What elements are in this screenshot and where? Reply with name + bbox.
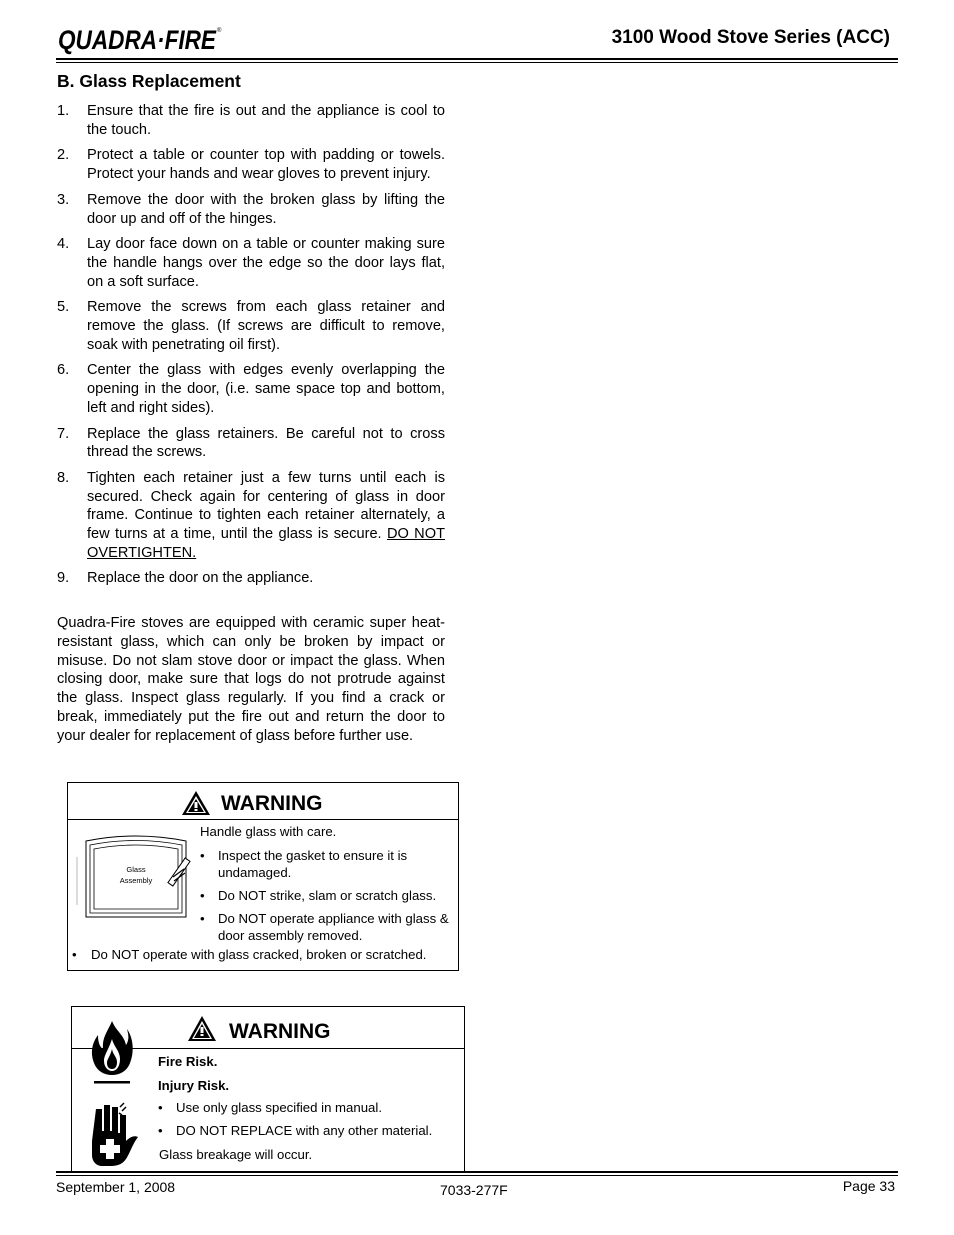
step-text: Replace the glass retainers. Be careful not to cross thread the screws.	[87, 425, 445, 461]
glass-figure-label: Assembly	[119, 876, 153, 885]
list-item	[57, 146, 445, 183]
step-text: Remove the door with the broken glass by lifting the door up and off of the hinges.	[87, 191, 445, 227]
list-item	[200, 910, 458, 944]
list-item	[57, 361, 445, 417]
step-text-wrapper	[87, 469, 445, 563]
step-number: 7.	[57, 425, 70, 442]
step-text: Center the glass with edges evenly overlapping the opening in the door, (i.e. same space top and bottom, left and right sides).	[87, 362, 445, 416]
footer-rule	[56, 1171, 898, 1173]
step-number: 2.	[57, 147, 70, 164]
bullet: •	[158, 1123, 163, 1138]
step-number: 9.	[57, 570, 70, 587]
bullet-text: Do NOT operate appliance with glass & door assembly removed.	[218, 911, 449, 943]
bullet: •	[72, 947, 77, 962]
step-number: 5.	[57, 299, 70, 316]
svg-text:®: ®	[217, 28, 222, 34]
step-number: 1.	[57, 103, 70, 119]
footer-rule-thin	[56, 1175, 898, 1176]
list-item	[57, 425, 445, 462]
glass-figure-label: Glass	[126, 865, 146, 874]
bullet-text: Do NOT operate with glass cracked, broken or scratched.	[91, 947, 427, 962]
step-text: Lay door face down on a table or counter making sure the handle hangs over the edge so the door lays flat, on a soft surface.	[87, 236, 445, 290]
glass-info-paragraph: Quadra-Fire stoves are equipped with ceramic super heat-resistant glass, which can only be broken by impact or misuse. Do not slam stove door or impact the glass. When closing door, make sure that logs do not protrude against the glass. Inspect glass regularly. If you find a crack or break, immediately put the fire out and return the door to your dealer for replacement of glass before further use.	[57, 615, 445, 744]
warning-label: WARNING	[221, 792, 323, 815]
bullet-text: Do NOT strike, slam or scratch glass.	[218, 888, 437, 903]
step-text: Remove the screws from each glass retainer and remove the glass. (If screws are difficult to remove, soak with penetrating oil first).	[87, 299, 445, 353]
warning-triangle-icon	[181, 790, 211, 816]
list-item	[200, 847, 458, 881]
step-emphasis: DO NOT OVERTIGHTEN.	[87, 526, 445, 561]
warning-box-fire	[71, 1006, 465, 1173]
footer-page-number: Page 33	[842, 1178, 895, 1194]
warning-bullets	[200, 847, 458, 950]
section-title: B. Glass Replacement	[57, 71, 241, 91]
step-text: Tighten each retainer just a few turns until each is secured. Check again for centering of glass in door frame. Continue to tighten each retainer alternately, a few turns at a time, until the glass is secure.	[87, 469, 445, 543]
glass-assembly-illustration	[74, 835, 200, 925]
header-rule-thin	[56, 62, 898, 63]
step-number: 8.	[57, 469, 70, 486]
step-text: Protect a table or counter top with padding or towels. Protect your hands and wear gloves to prevent injury.	[87, 147, 445, 183]
steps-list	[57, 102, 445, 595]
list-item	[158, 1099, 458, 1116]
step-number: 4.	[57, 236, 70, 253]
list-item	[57, 569, 445, 588]
list-item	[57, 102, 445, 139]
warning-last-bullet	[72, 947, 426, 962]
bullet-text: DO NOT REPLACE with any other material.	[176, 1123, 433, 1138]
hand-injury-icon	[86, 1101, 140, 1167]
list-item	[57, 235, 445, 291]
bullet-text: Inspect the gasket to ensure it is undamaged.	[218, 848, 408, 880]
warning-triangle-icon	[187, 1015, 217, 1042]
warning-lead-text: Handle glass with care.	[200, 824, 337, 839]
injury-risk-text: Injury Risk.	[158, 1078, 230, 1093]
header-rule	[56, 58, 898, 60]
quadra-fire-logo	[56, 22, 224, 56]
bullet: •	[158, 1100, 163, 1115]
warning-bullets	[158, 1099, 458, 1145]
bullet: •	[200, 888, 205, 903]
bullet-text: Use only glass specified in manual.	[176, 1100, 382, 1115]
list-item	[200, 887, 458, 904]
footer-date: September 1, 2008	[56, 1179, 176, 1195]
list-item	[57, 298, 445, 354]
warning-header	[68, 783, 458, 820]
fire-risk-text: Fire Risk.	[158, 1054, 218, 1069]
list-item	[57, 191, 445, 228]
document-title: 3100 Wood Stove Series (ACC)	[611, 27, 890, 48]
fire-hazard-icon	[90, 1019, 134, 1085]
footer-document-code: 7033-277F	[440, 1182, 508, 1198]
svg-text:QUADRA·FIRE: QUADRA·FIRE	[58, 25, 217, 55]
bullet: •	[200, 911, 205, 926]
list-item	[57, 469, 445, 563]
step-text: Replace the door on the appliance.	[87, 570, 314, 587]
list-item	[158, 1122, 458, 1139]
glass-breakage-text: Glass breakage will occur.	[159, 1147, 313, 1162]
warning-label: WARNING	[229, 1020, 331, 1043]
bullet: •	[200, 848, 205, 863]
warning-box-glass	[67, 782, 459, 971]
step-number: 3.	[57, 191, 70, 208]
step-text: Ensure that the fire is out and the appliance is cool to the touch.	[87, 103, 445, 138]
step-number: 6.	[57, 362, 70, 379]
